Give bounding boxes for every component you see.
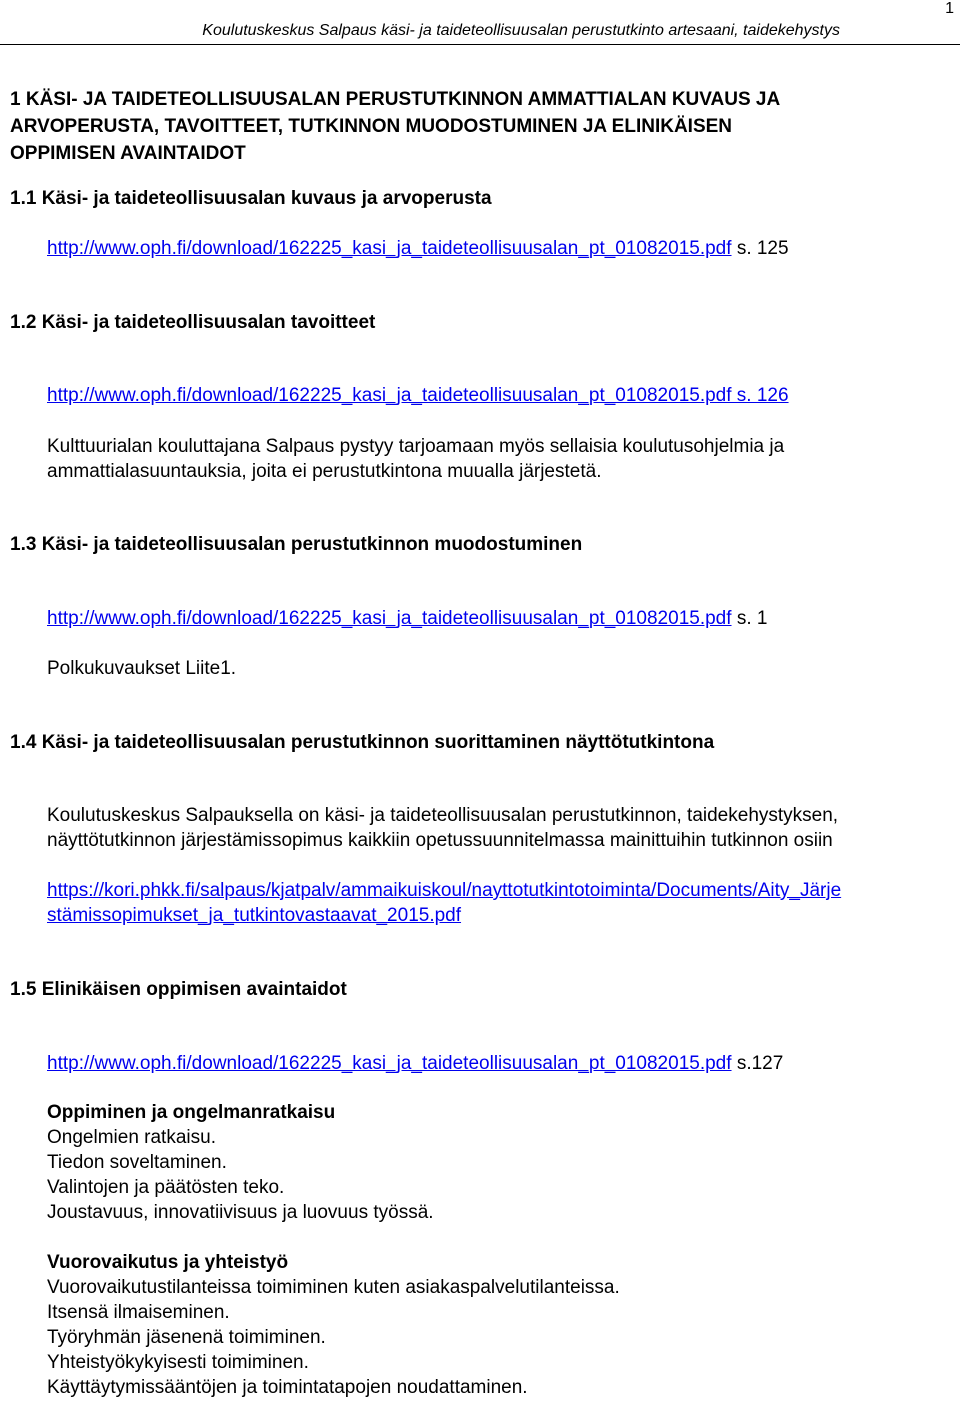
oph-link-1-1[interactable]: http://www.oph.fi/download/162225_kasi_ja_taideteollisuusalan_pt_01082015.pdf (47, 238, 732, 259)
header-rule (0, 44, 960, 45)
section-1-4-body-line-2: näyttötutkinnon järjestämissopimus kaikkiin opetussuunnitelmassa mainittuihin tutkinnon osiin (47, 830, 833, 851)
running-header: Koulutuskeskus Salpaus käsi- ja taideteollisuusalan perustutkinto artesaani, taidekehystys (202, 22, 840, 39)
section-heading-1-3: 1.3 Käsi- ja taideteollisuusalan perustutkinnon muodostuminen (10, 534, 583, 555)
list-item: Tiedon soveltaminen. (47, 1152, 227, 1173)
oph-link-1-2[interactable]: http://www.oph.fi/download/162225_kasi_ja_taideteollisuusalan_pt_01082015.pdf s. 126 (47, 385, 789, 406)
list-item: Käyttäytymissääntöjen ja toimintatapojen noudattaminen. (47, 1377, 528, 1398)
list-item: Joustavuus, innovatiivisuus ja luovuus työssä. (47, 1202, 434, 1223)
page-number: 1 (945, 0, 954, 17)
list-item: Vuorovaikutustilanteissa toimiminen kuten asiakaspalvelutilanteissa. (47, 1277, 620, 1298)
main-heading-line-2: ARVOPERUSTA, TAVOITTEET, TUTKINNON MUODOSTUMINEN JA ELINIKÄISEN (10, 116, 733, 137)
kori-link-part-1[interactable]: https://kori.phkk.fi/salpaus/kjatpalv/ammaikuiskoul/nayttotutkintotoiminta/Documents/Aity_Järje (47, 880, 842, 901)
section-1-3-note: Polkukuvaukset Liite1. (47, 658, 237, 679)
section-1-1-reference (47, 236, 789, 261)
list-item: Ongelmien ratkaisu. (47, 1127, 216, 1148)
section-1-3-reference (47, 606, 767, 631)
kori-link-part-2[interactable]: stämissopimukset_ja_tutkintovastaavat_2015.pdf (47, 905, 462, 926)
list-item: Valintojen ja päätösten teko. (47, 1177, 285, 1198)
list-item: Yhteistyökykyisesti toimiminen. (47, 1352, 309, 1373)
section-heading-1-1: 1.1 Käsi- ja taideteollisuusalan kuvaus ja arvoperusta (10, 188, 492, 209)
section-1-4-body-line-1: Koulutuskeskus Salpauksella on käsi- ja taideteollisuusalan perustutkinnon, taidekehystyksen, (47, 805, 839, 826)
section-heading-1-4: 1.4 Käsi- ja taideteollisuusalan perustutkinnon suorittaminen näyttötutkintona (10, 732, 715, 753)
group-title-interaction: Vuorovaikutus ja yhteistyö (47, 1252, 289, 1273)
page-ref-1-1: s. 125 (736, 238, 789, 259)
group-title-learning: Oppiminen ja ongelmanratkaisu (47, 1102, 336, 1123)
oph-link-1-3[interactable]: http://www.oph.fi/download/162225_kasi_ja_taideteollisuusalan_pt_01082015.pdf (47, 608, 732, 629)
kori-link-line-2 (47, 903, 461, 928)
list-item: Itsensä ilmaiseminen. (47, 1302, 230, 1323)
page-ref-1-5: s.127 (736, 1053, 784, 1074)
section-1-2-body-line-2: ammattialasuuntauksia, joita ei perustutkintona muualla järjestetä. (47, 461, 602, 482)
page-ref-1-3: s. 1 (736, 608, 768, 629)
main-heading-line-3: OPPIMISEN AVAINTAIDOT (10, 143, 246, 164)
section-heading-1-5: 1.5 Elinikäisen oppimisen avaintaidot (10, 979, 347, 1000)
section-1-2-reference (47, 383, 789, 408)
section-1-5-reference (47, 1051, 783, 1076)
list-item: Työryhmän jäsenenä toimiminen. (47, 1327, 326, 1348)
kori-link-line-1 (47, 878, 841, 903)
section-heading-1-2: 1.2 Käsi- ja taideteollisuusalan tavoitteet (10, 312, 376, 333)
oph-link-1-5[interactable]: http://www.oph.fi/download/162225_kasi_ja_taideteollisuusalan_pt_01082015.pdf (47, 1053, 732, 1074)
main-heading-line-1: 1 KÄSI- JA TAIDETEOLLISUUSALAN PERUSTUTKINNON AMMATTIALAN KUVAUS JA (10, 89, 781, 110)
section-1-2-body-line-1: Kulttuurialan kouluttajana Salpaus pystyy tarjoamaan myös sellaisia koulutusohjelmia ja (47, 436, 785, 457)
